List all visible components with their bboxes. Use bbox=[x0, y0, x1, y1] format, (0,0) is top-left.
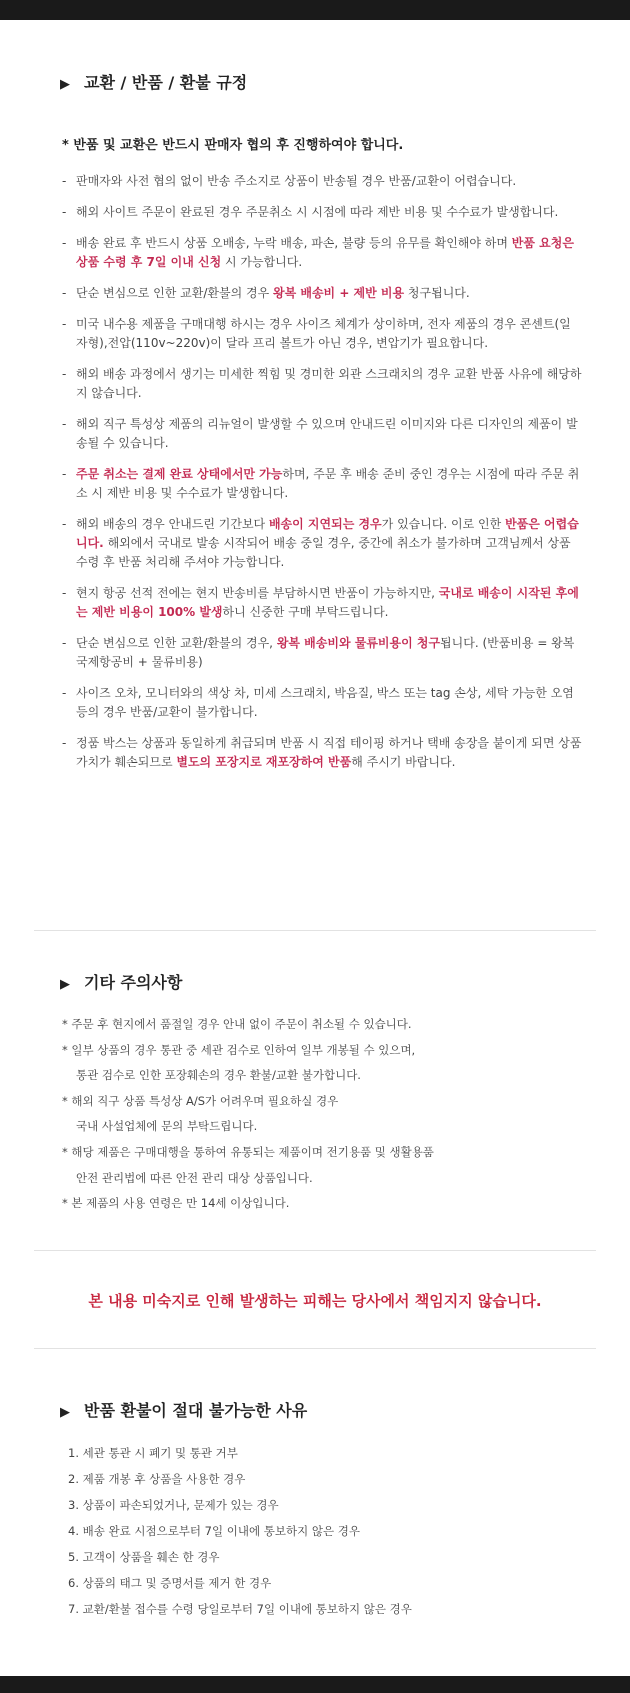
rule-highlight: 국내로 배송이 시작된 후에는 제반 비용이 100% 발생 bbox=[76, 586, 579, 619]
divider bbox=[34, 930, 596, 931]
rule-item bbox=[62, 515, 582, 572]
section-title-text: 기타 주의사항 bbox=[84, 973, 183, 992]
rule-highlight: 왕복 배송비 + 제반 비용 bbox=[273, 286, 405, 300]
rule-item bbox=[62, 234, 582, 272]
rule-text: 해외 직구 특성상 제품의 리뉴얼이 발생할 수 있으며 안내드린 이미지와 다른 디자인의 제품이 발송될 수 있습니다. bbox=[76, 417, 578, 450]
misc-line: 국내 사설업체에 문의 부탁드립니다. bbox=[76, 1119, 258, 1134]
misc-line: * 해당 제품은 구매대행을 통하여 유통되는 제품이며 전기용품 및 생활용품 bbox=[62, 1144, 434, 1159]
section-title-text: 반품 환불이 절대 불가능한 사유 bbox=[84, 1401, 308, 1420]
rule-text: 해 주시기 바랍니다. bbox=[351, 755, 456, 769]
section-title-return-policy bbox=[60, 70, 247, 93]
rule-text: 해외 사이트 주문이 완료된 경우 주문취소 시 시점에 따라 제반 비용 및 수수료가 발생합니다. bbox=[76, 205, 559, 219]
list-item: 4. 배송 완료 시점으로부터 7일 이내에 통보하지 않은 경우 bbox=[68, 1524, 360, 1538]
misc-line: * 일부 상품의 경우 통관 중 세관 검수로 인하여 일부 개봉될 수 있으며, bbox=[62, 1042, 416, 1057]
divider bbox=[34, 1348, 596, 1349]
rule-text: 정품 박스는 상품과 동일하게 취급되며 반품 시 직접 테이핑 하거나 택배 송장을 붙이게 되면 상품가치가 훼손되므로 bbox=[76, 736, 582, 769]
rule-highlight: 별도의 포장지로 재포장하여 반품 bbox=[176, 755, 352, 769]
non-refundable-reasons-list bbox=[68, 1440, 412, 1622]
notice-text: * 반품 및 교환은 반드시 판매자 협의 후 진행하여야 합니다. bbox=[62, 138, 404, 153]
rule-text: 시 가능합니다. bbox=[221, 255, 303, 269]
rule-item bbox=[62, 584, 582, 622]
rule-text: 사이즈 오차, 모니터와의 색상 차, 미세 스크래치, 박음질, 박스 또는 tag 손상, 세탁 가능한 오염 등의 경우 반품/교환이 불가합니다. bbox=[76, 686, 574, 719]
list-item: 7. 교환/환불 접수를 수령 당일로부터 7일 이내에 통보하지 않은 경우 bbox=[68, 1602, 412, 1616]
rule-text: 미국 내수용 제품을 구매대행 하시는 경우 사이즈 체계가 상이하며, 전자 제품의 경우 콘센트(일자형),전압(110v~220v)이 달라 프리 볼트가 아닌 경우, 변압기가 필요합니다. bbox=[76, 317, 571, 350]
rule-highlight: 왕복 배송비와 물류비용이 청구 bbox=[276, 636, 441, 650]
list-item: 6. 상품의 태그 및 증명서를 제거 한 경우 bbox=[68, 1576, 272, 1590]
rule-highlight: 반품 요청은 상품 수령 후 7일 이내 신청 bbox=[76, 236, 574, 269]
rule-item bbox=[62, 684, 582, 722]
section-title-misc-notes bbox=[60, 970, 182, 993]
rule-text: 하니 신중한 구매 부탁드립니다. bbox=[222, 605, 389, 619]
rule-highlight: 배송이 지연되는 경우 bbox=[268, 517, 382, 531]
rule-text: 판매자와 사전 협의 없이 반송 주소지로 상품이 반송될 경우 반품/교환이 어렵습니다. bbox=[76, 174, 517, 188]
triangle-right-icon: ▶ bbox=[60, 77, 70, 92]
rule-item bbox=[62, 465, 582, 503]
rule-text: 단순 변심으로 인한 교환/환불의 경우 bbox=[76, 286, 273, 300]
rule-text: 청구됩니다. bbox=[404, 286, 470, 300]
list-item: 5. 고객이 상품을 훼손 한 경우 bbox=[68, 1550, 220, 1564]
rule-item bbox=[62, 415, 582, 453]
rule-text: 가 있습니다. 이로 인한 bbox=[381, 517, 506, 531]
misc-line: * 해외 직구 상품 특성상 A/S가 어려우며 필요하실 경우 bbox=[62, 1093, 339, 1108]
misc-line: 통관 검수로 인한 포장훼손의 경우 환불/교환 불가합니다. bbox=[76, 1068, 361, 1083]
rule-text: 해외에서 국내로 발송 시작되어 배송 중일 경우, 중간에 취소가 불가하며 고객님께서 상품 수령 후 반품 처리해 주셔야 가능합니다. bbox=[76, 536, 571, 569]
misc-line: 안전 관리법에 따른 안전 관리 대상 상품입니다. bbox=[76, 1170, 313, 1185]
rule-item bbox=[62, 284, 582, 303]
section-title-non-refundable bbox=[60, 1398, 307, 1421]
rule-item bbox=[62, 315, 582, 353]
rule-text: 하며, 주문 후 배송 준비 중인 경우는 시점에 따라 주문 취소 시 제반 비용 및 수수료가 발생합니다. bbox=[76, 467, 580, 500]
list-item: 1. 세관 통관 시 폐기 및 통관 거부 bbox=[68, 1446, 238, 1460]
rule-item bbox=[62, 634, 582, 672]
top-border bbox=[0, 0, 630, 20]
rule-text: 배송 완료 후 반드시 상품 오배송, 누락 배송, 파손, 불량 등의 유무를 확인해야 하며 bbox=[76, 236, 512, 250]
triangle-right-icon: ▶ bbox=[60, 1405, 70, 1420]
bottom-border bbox=[0, 1676, 630, 1693]
rules-list bbox=[62, 172, 582, 772]
list-item: 2. 제품 개봉 후 상품을 사용한 경우 bbox=[68, 1472, 246, 1486]
rule-item bbox=[62, 172, 582, 191]
misc-line: * 본 제품의 사용 연령은 만 14세 이상입니다. bbox=[62, 1196, 290, 1211]
disclaimer-warning: 본 내용 미숙지로 인해 발생하는 피해는 당사에서 책임지지 않습니다. bbox=[88, 1292, 542, 1310]
rule-item bbox=[62, 365, 582, 403]
divider bbox=[34, 1250, 596, 1251]
rule-highlight: 반품은 어렵습니다. bbox=[76, 517, 579, 550]
rule-text: 단순 변심으로 인한 교환/환불의 경우, bbox=[76, 636, 277, 650]
rule-text: 됩니다. (반품비용 = 왕복 국제항공비 + 물류비용) bbox=[76, 636, 575, 669]
rule-item bbox=[62, 203, 582, 222]
section-title-text: 교환 / 반품 / 환불 규정 bbox=[84, 73, 248, 92]
triangle-right-icon: ▶ bbox=[60, 977, 70, 992]
rule-text: 현지 항공 선적 전에는 현지 반송비를 부담하시면 반품이 가능하지만, bbox=[76, 586, 439, 600]
rule-text: 해외 배송의 경우 안내드린 기간보다 bbox=[76, 517, 269, 531]
misc-notes bbox=[62, 1012, 582, 1217]
misc-line: * 주문 후 현지에서 품절일 경우 안내 없이 주문이 취소될 수 있습니다. bbox=[62, 1017, 412, 1031]
rule-item bbox=[62, 734, 582, 772]
rule-highlight: 주문 취소는 결제 완료 상태에서만 가능 bbox=[76, 467, 283, 481]
list-item: 3. 상품이 파손되었거나, 문제가 있는 경우 bbox=[68, 1498, 279, 1512]
rule-text: 해외 배송 과정에서 생기는 미세한 찍힘 및 경미한 외관 스크래치의 경우 교환 반품 사유에 해당하지 않습니다. bbox=[76, 367, 582, 400]
